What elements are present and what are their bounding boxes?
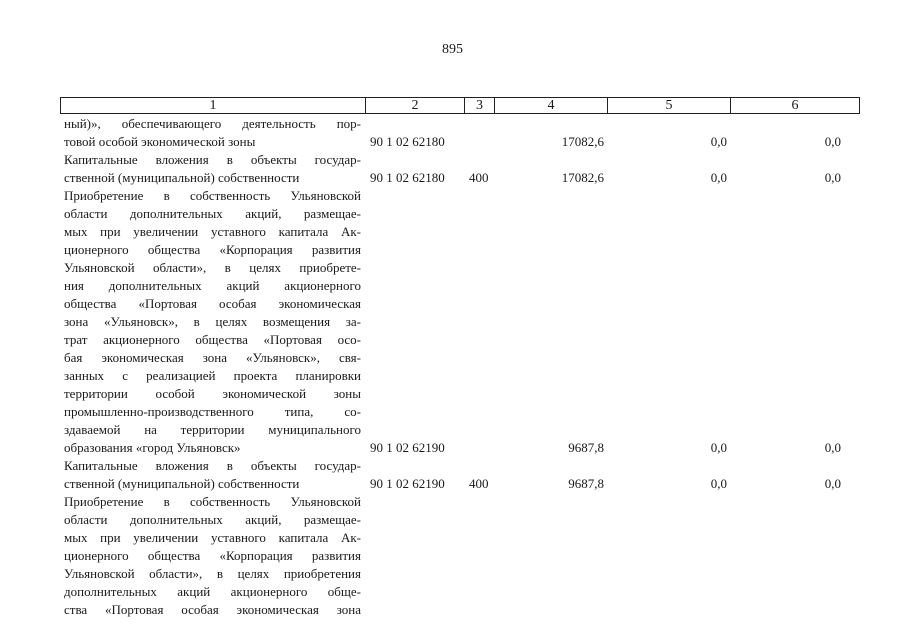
table-row: [0, 457, 905, 493]
table-body: [0, 115, 905, 619]
row-description: [64, 151, 361, 187]
row-value-col6: 0,0: [824, 440, 841, 455]
description-line: ственной (муниципальной) собственности: [64, 170, 300, 185]
description-line: территории особой экономической зоны: [64, 386, 361, 401]
description-line: ственной (муниципальной) собственности: [64, 476, 300, 491]
description-line: мых при увеличении уставного капитала Ак-: [64, 224, 361, 239]
header-col-1: 1: [61, 98, 366, 113]
header-col-2: 2: [366, 98, 465, 113]
header-col-4: 4: [495, 98, 608, 113]
description-line: мых при увеличении уставного капитала Ак-: [64, 530, 361, 545]
row-description: [64, 115, 361, 151]
row-value-col5: 0,0: [710, 134, 727, 149]
description-line: трат акционерного общества «Портовая осо-: [64, 332, 361, 347]
description-line: здаваемой на территории муниципального: [64, 422, 361, 437]
description-line: ния дополнительных акций акционерного: [64, 278, 361, 293]
table-row: [0, 151, 905, 187]
description-line: Капитальные вложения в объекты государ-: [64, 152, 361, 167]
header-col-6: 6: [791, 98, 799, 113]
description-line: ный)», обеспечивающего деятельность пор-: [64, 116, 361, 131]
header-col-5: 5: [608, 98, 731, 113]
description-line: области дополнительных акций, размещае-: [64, 512, 361, 527]
row-code: 90 1 02 62190: [370, 440, 445, 455]
description-line: Ульяновской области», в целях приобрете-: [64, 260, 361, 275]
description-line: ционерного общества «Корпорация развития: [64, 548, 361, 563]
row-value-col4: 9687,8: [568, 476, 604, 491]
description-line: товой особой экономической зоны: [64, 134, 256, 149]
row-value-col4: 17082,6: [561, 170, 604, 185]
row-expense-type: 400: [469, 170, 489, 185]
description-line: промышленно-производственного типа, со-: [64, 404, 361, 419]
description-line: общества «Портовая особая экономическая: [64, 296, 361, 311]
row-description: [64, 187, 361, 457]
description-line: Приобретение в собственность Ульяновской: [64, 188, 361, 203]
description-line: Приобретение в собственность Ульяновской: [64, 494, 361, 509]
description-line: ства «Портовая особая экономическая зона: [64, 602, 361, 617]
description-line: зона «Ульяновск», в целях возмещения за-: [64, 314, 361, 329]
row-value-col6: 0,0: [824, 170, 841, 185]
row-code: 90 1 02 62180: [370, 170, 445, 185]
table-row: [0, 493, 905, 619]
description-line: бая экономическая зона «Ульяновск», свя-: [64, 350, 361, 365]
table-row: [0, 187, 905, 457]
description-line: области дополнительных акций, размещае-: [64, 206, 361, 221]
row-description: [64, 493, 361, 619]
description-line: Капитальные вложения в объекты государ-: [64, 458, 361, 473]
row-value-col5: 0,0: [710, 440, 727, 455]
row-code: 90 1 02 62190: [370, 476, 445, 491]
description-line: занных с реализацией проекта планировки: [64, 368, 361, 383]
description-line: Ульяновской области», в целях приобретения: [64, 566, 361, 581]
description-line: образования «город Ульяновск»: [64, 440, 241, 455]
table-header: [60, 97, 860, 114]
description-line: дополнительных акций акционерного обще-: [64, 584, 361, 599]
row-value-col4: 9687,8: [568, 440, 604, 455]
row-value-col5: 0,0: [710, 476, 727, 491]
page-number: 895: [442, 42, 463, 57]
row-description: [64, 457, 361, 493]
row-expense-type: 400: [469, 476, 489, 491]
table-row: [0, 115, 905, 151]
row-value-col6: 0,0: [824, 476, 841, 491]
row-value-col5: 0,0: [710, 170, 727, 185]
description-line: ционерного общества «Корпорация развития: [64, 242, 361, 257]
row-value-col6: 0,0: [824, 134, 841, 149]
header-col-3: 3: [465, 98, 495, 113]
row-value-col4: 17082,6: [561, 134, 604, 149]
row-code: 90 1 02 62180: [370, 134, 445, 149]
